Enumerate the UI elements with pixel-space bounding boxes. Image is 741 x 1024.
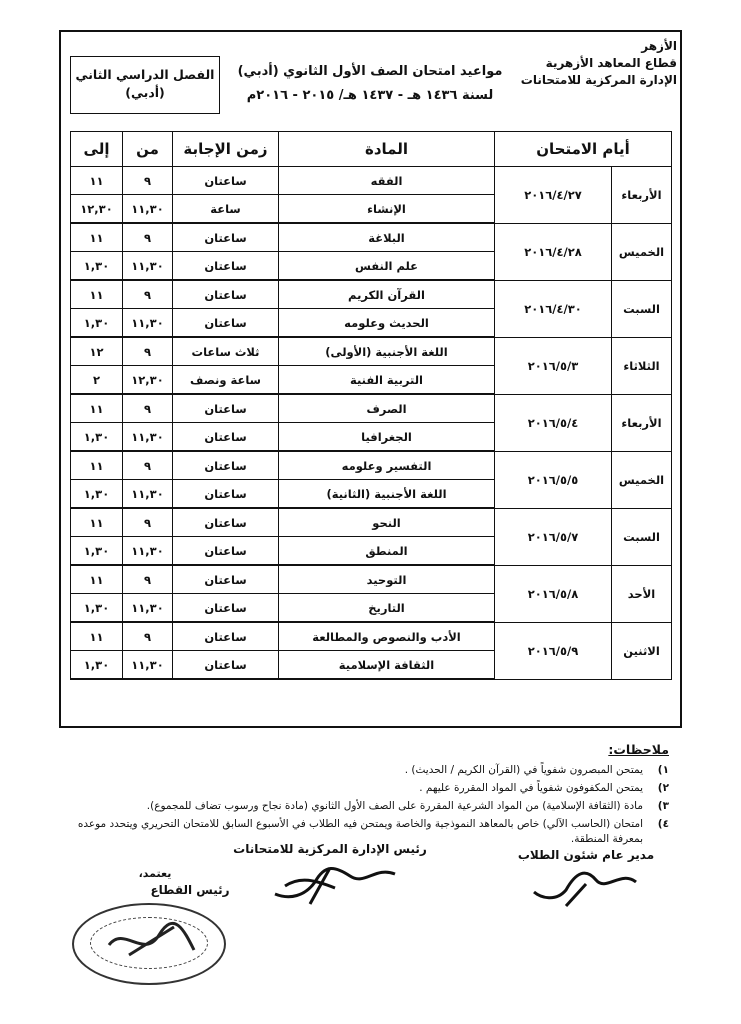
- title-line-1: مواعيد امتحان الصف الأول الثانوي (أدبي): [237, 64, 503, 79]
- signature-title: رئيس الإدارة المركزية للامتحانات: [233, 842, 427, 856]
- subject-cell: الفقه: [279, 167, 495, 195]
- header-to: إلى: [71, 132, 123, 167]
- exam-day-cell: الاثنين: [612, 622, 672, 679]
- exam-date-cell: ٢٠١٦/٤/٣٠: [495, 280, 612, 337]
- duration-cell: ساعتان: [173, 252, 279, 281]
- handwritten-signature-icon: [526, 862, 646, 912]
- exam-day-cell: الأربعاء: [612, 167, 672, 224]
- exam-date-cell: ٢٠١٦/٥/٣: [495, 337, 612, 394]
- to-time-cell: ١٢: [71, 337, 123, 366]
- subject-cell: النحو: [279, 508, 495, 537]
- duration-cell: ساعتان: [173, 423, 279, 452]
- duration-cell: ساعتان: [173, 622, 279, 651]
- signature-title: مدير عام شئون الطلاب: [517, 848, 655, 862]
- from-time-cell: ٩: [123, 280, 173, 309]
- to-time-cell: ١١: [71, 280, 123, 309]
- duration-cell: ساعتان: [173, 309, 279, 338]
- table-row: [71, 394, 672, 423]
- note-number: ٢): [657, 782, 669, 794]
- exam-day-cell: الخميس: [612, 451, 672, 508]
- term-box: [70, 56, 220, 114]
- from-time-cell: ١١,٣٠: [123, 195, 173, 224]
- term-line-1: الفصل الدراسي الثاني: [75, 67, 215, 82]
- table-row: [71, 280, 672, 309]
- table-row: [71, 167, 672, 195]
- to-time-cell: ١١: [71, 223, 123, 252]
- from-time-cell: ١١,٣٠: [123, 594, 173, 623]
- title-line-2: لسنة ١٤٣٦ هـ - ١٤٣٧ هـ/ ٢٠١٥ - ٢٠١٦م: [246, 88, 494, 103]
- term-line-2: (أدبي): [125, 85, 165, 100]
- duration-cell: ساعتان: [173, 537, 279, 566]
- from-time-cell: ٩: [123, 508, 173, 537]
- exam-day-cell: الأحد: [612, 565, 672, 622]
- duration-cell: ثلاث ساعات: [173, 337, 279, 366]
- header-subject: المادة: [279, 132, 495, 167]
- to-time-cell: ١١: [71, 622, 123, 651]
- subject-cell: البلاغة: [279, 223, 495, 252]
- exam-day-cell: الخميس: [612, 223, 672, 280]
- from-time-cell: ١١,٣٠: [123, 252, 173, 281]
- subject-cell: التوحيد: [279, 565, 495, 594]
- subject-cell: التربية الفنية: [279, 366, 495, 395]
- header-from: من: [123, 132, 173, 167]
- duration-cell: ساعة ونصف: [173, 366, 279, 395]
- note-number: ٤): [657, 818, 669, 830]
- subject-cell: الأدب والنصوص والمطالعة: [279, 622, 495, 651]
- from-time-cell: ٩: [123, 223, 173, 252]
- duration-cell: ساعتان: [173, 594, 279, 623]
- subject-cell: الصرف: [279, 394, 495, 423]
- exam-schedule-table: [70, 131, 672, 680]
- to-time-cell: ١,٣٠: [71, 651, 123, 680]
- table-header-row: [71, 132, 672, 167]
- exam-day-cell: الثلاثاء: [612, 337, 672, 394]
- from-time-cell: ١١,٣٠: [123, 309, 173, 338]
- notes-section: [59, 742, 669, 850]
- duration-cell: ساعتان: [173, 394, 279, 423]
- duration-cell: ساعتان: [173, 651, 279, 680]
- subject-cell: الثقافة الإسلامية: [279, 651, 495, 680]
- from-time-cell: ١٢,٣٠: [123, 366, 173, 395]
- from-time-cell: ٩: [123, 167, 173, 195]
- schedule-body: [71, 167, 672, 680]
- table-row: [71, 223, 672, 252]
- note-item: [59, 781, 669, 796]
- subject-cell: الحديث وعلومه: [279, 309, 495, 338]
- subject-cell: الجغرافيا: [279, 423, 495, 452]
- table-row: [71, 622, 672, 651]
- from-time-cell: ٩: [123, 394, 173, 423]
- duration-cell: ساعتان: [173, 167, 279, 195]
- subject-cell: اللغة الأجنبية (الثانية): [279, 480, 495, 509]
- duration-cell: ساعة: [173, 195, 279, 224]
- exam-date-cell: ٢٠١٦/٥/٧: [495, 508, 612, 565]
- subject-cell: التفسير وعلومه: [279, 451, 495, 480]
- to-time-cell: ١,٣٠: [71, 309, 123, 338]
- note-text: امتحان (الحاسب الآلي) خاص بالمعاهد النموذجية والخاصة ويمتحن فيه الطلاب في الأسبوع السابق للامتحان التحريري ويتحدد موعده بمعرفة المنطقة.: [77, 818, 643, 845]
- exam-date-cell: ٢٠١٦/٥/٨: [495, 565, 612, 622]
- from-time-cell: ١١,٣٠: [123, 423, 173, 452]
- subject-cell: الإنشاء: [279, 195, 495, 224]
- exam-date-cell: ٢٠١٦/٤/٢٨: [495, 223, 612, 280]
- duration-cell: ساعتان: [173, 565, 279, 594]
- duration-cell: ساعتان: [173, 280, 279, 309]
- subject-cell: التاريخ: [279, 594, 495, 623]
- to-time-cell: ١,٣٠: [71, 252, 123, 281]
- subject-cell: علم النفس: [279, 252, 495, 281]
- signature-exams-admin: [210, 842, 450, 914]
- from-time-cell: ١١,٣٠: [123, 651, 173, 680]
- table-row: [71, 565, 672, 594]
- table-row: [71, 451, 672, 480]
- official-stamp-icon: [72, 903, 226, 985]
- exam-date-cell: ٢٠١٦/٥/٤: [495, 394, 612, 451]
- subject-cell: القرآن الكريم: [279, 280, 495, 309]
- institution-line-1: الأزهر: [641, 39, 677, 53]
- note-text: يمتحن المكفوفون شفوياً في المواد المقررة عليهم .: [419, 782, 643, 794]
- subject-cell: المنطق: [279, 537, 495, 566]
- to-time-cell: ١١: [71, 394, 123, 423]
- exam-day-cell: السبت: [612, 280, 672, 337]
- notes-title: ملاحظات:: [608, 742, 669, 757]
- exam-day-cell: السبت: [612, 508, 672, 565]
- duration-cell: ساعتان: [173, 223, 279, 252]
- table-row: [71, 508, 672, 537]
- subject-cell: اللغة الأجنبية (الأولى): [279, 337, 495, 366]
- to-time-cell: ١١: [71, 508, 123, 537]
- sector-head-title: رئيس القطاع: [150, 883, 230, 897]
- stamp-scribble-icon: [74, 905, 224, 983]
- note-item: [59, 763, 669, 778]
- duration-cell: ساعتان: [173, 480, 279, 509]
- to-time-cell: ١,٣٠: [71, 480, 123, 509]
- duration-cell: ساعتان: [173, 508, 279, 537]
- handwritten-signature-icon: [255, 856, 405, 911]
- to-time-cell: ١,٣٠: [71, 537, 123, 566]
- note-number: ١): [657, 764, 669, 776]
- to-time-cell: ١١: [71, 451, 123, 480]
- exam-day-cell: الأربعاء: [612, 394, 672, 451]
- exam-date-cell: ٢٠١٦/٤/٢٧: [495, 167, 612, 224]
- to-time-cell: ١٢,٣٠: [71, 195, 123, 224]
- header-exam-days: أيام الامتحان: [495, 132, 672, 167]
- header-duration: زمن الإجابة: [173, 132, 279, 167]
- note-text: يمتحن المبصرون شفوياً في (القرآن الكريم / الحديث) .: [404, 764, 643, 776]
- from-time-cell: ٩: [123, 451, 173, 480]
- table-row: [71, 337, 672, 366]
- to-time-cell: ١١: [71, 565, 123, 594]
- institution-line-3: الإدارة المركزية للامتحانات: [520, 73, 677, 87]
- approval-label: يعتمد،: [138, 867, 172, 880]
- document-title: [225, 60, 515, 108]
- note-number: ٣): [657, 800, 669, 812]
- exam-date-cell: ٢٠١٦/٥/٥: [495, 451, 612, 508]
- to-time-cell: ١١: [71, 167, 123, 195]
- from-time-cell: ٩: [123, 565, 173, 594]
- from-time-cell: ٩: [123, 622, 173, 651]
- to-time-cell: ١,٣٠: [71, 594, 123, 623]
- note-item: [59, 799, 669, 814]
- from-time-cell: ١١,٣٠: [123, 480, 173, 509]
- exam-date-cell: ٢٠١٦/٥/٩: [495, 622, 612, 679]
- to-time-cell: ١,٣٠: [71, 423, 123, 452]
- note-text: مادة (الثقافة الإسلامية) من المواد الشرعية المقررة على الصف الأول الثانوي (مادة نجاح ورسوب تضاف للمجموع).: [146, 800, 643, 812]
- institution-line-2: قطاع المعاهد الأزهرية: [545, 56, 677, 70]
- signature-students-affairs: [501, 848, 671, 915]
- from-time-cell: ٩: [123, 337, 173, 366]
- duration-cell: ساعتان: [173, 451, 279, 480]
- from-time-cell: ١١,٣٠: [123, 537, 173, 566]
- to-time-cell: ٢: [71, 366, 123, 395]
